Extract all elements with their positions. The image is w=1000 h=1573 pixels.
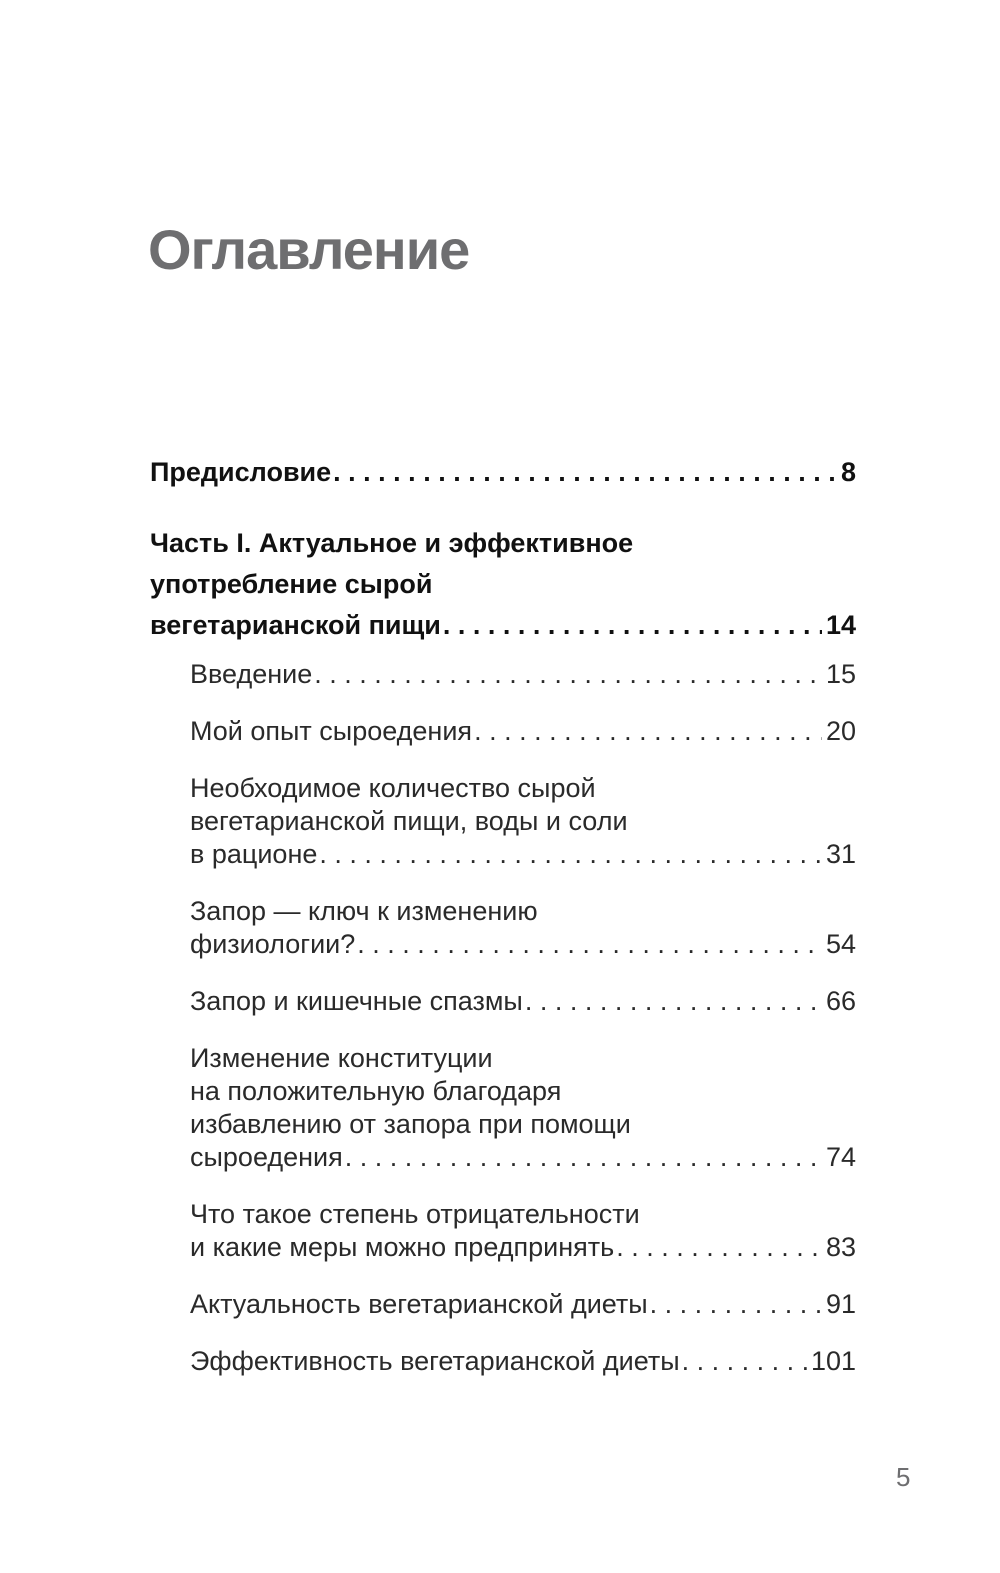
dot-leader (345, 1141, 822, 1174)
toc-page-number: 54 (825, 929, 856, 959)
toc-page-number: 20 (825, 716, 856, 746)
toc-section-entry (150, 772, 856, 871)
toc-entry-title-line: употребление сырой (150, 569, 433, 599)
toc-entry-title-line: вегетарианской пищи, воды и соли (190, 806, 628, 836)
toc-page-number: 15 (825, 659, 856, 689)
toc-page-number: 83 (825, 1232, 856, 1262)
toc-page-number: 66 (825, 986, 856, 1016)
toc-entry-title-line: Что такое степень отрицательности (190, 1199, 640, 1229)
toc-entry-title-line: Мой опыт сыроедения (190, 716, 473, 746)
toc-entry-title-line: Актуальность вегетарианской диеты (190, 1289, 648, 1319)
page-title: Оглавление (148, 218, 470, 281)
toc-page-number: 31 (825, 839, 856, 869)
toc-entry-title-line: Эффективность вегетарианской диеты (190, 1346, 680, 1376)
toc-entry-title-line: сыроедения (190, 1142, 343, 1172)
toc-page-number: 74 (825, 1142, 856, 1172)
dot-leader (682, 1345, 807, 1378)
toc-page-number: 101 (810, 1346, 856, 1376)
toc-entry-title-line: Предисловие (150, 457, 332, 487)
toc-section-entry (150, 1345, 856, 1378)
dot-leader (443, 605, 822, 646)
toc-section-entry (150, 658, 856, 691)
dot-leader (525, 985, 822, 1018)
dot-leader (357, 928, 822, 961)
toc-section-entry (150, 1288, 856, 1321)
toc-page-number: 14 (825, 610, 856, 640)
dot-leader (319, 838, 822, 871)
toc-entry-title-line: в рационе (190, 839, 318, 869)
toc-section-entry (150, 895, 856, 961)
toc-entry-title-line: Изменение конституции (190, 1043, 493, 1073)
dot-leader (474, 715, 822, 748)
toc-entry-title-line: Запор и кишечные спазмы (190, 986, 523, 1016)
table-of-contents (150, 452, 856, 1378)
dot-leader (314, 658, 822, 691)
toc-entry-title-line: Введение (190, 659, 313, 689)
toc-entry-title-line: вегетарианской пищи (150, 610, 441, 640)
toc-page-number: 8 (840, 457, 856, 487)
toc-section-entry (150, 1042, 856, 1174)
toc-section-entry (150, 715, 856, 748)
dot-leader (333, 452, 837, 493)
toc-entry-title-line: Часть I. Актуальное и эффективное (150, 528, 634, 558)
toc-section-entry (150, 1198, 856, 1264)
toc-part-entry (150, 523, 856, 646)
toc-entry-title-line: и какие меры можно предпринять (190, 1232, 615, 1262)
dot-leader (616, 1231, 822, 1264)
toc-entry-title-line: физиологии? (190, 929, 356, 959)
toc-entry-title-line: Необходимое количество сырой (190, 773, 596, 803)
toc-part-entry (150, 452, 856, 493)
dot-leader (650, 1288, 822, 1321)
toc-page-number: 91 (825, 1289, 856, 1319)
toc-section-entry (150, 985, 856, 1018)
page-number: 5 (896, 1462, 911, 1492)
toc-entry-title-line: избавлению от запора при помощи (190, 1109, 631, 1139)
toc-entry-title-line: Запор — ключ к изменению (190, 896, 538, 926)
toc-entry-title-line: на положительную благодаря (190, 1076, 562, 1106)
